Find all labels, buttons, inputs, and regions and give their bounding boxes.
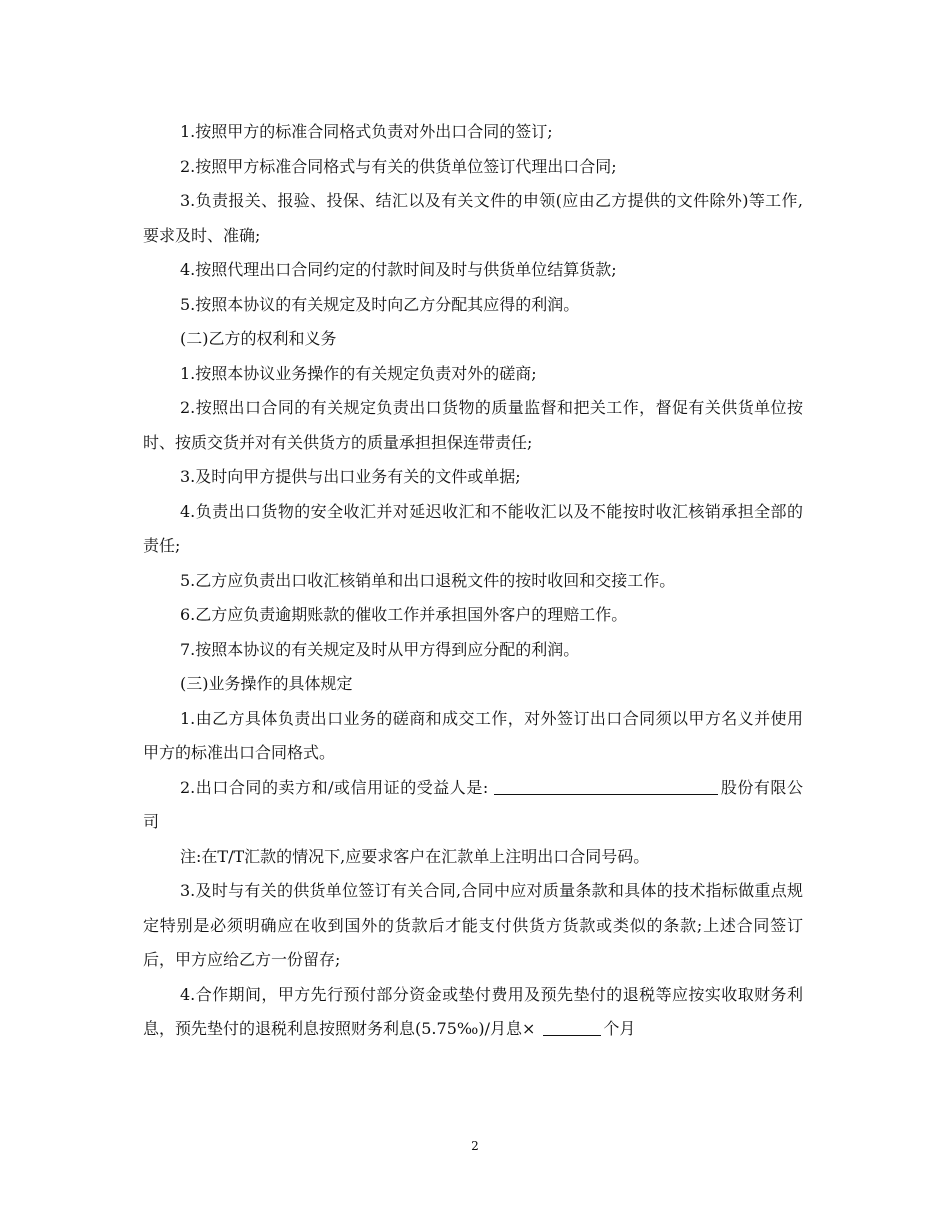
clause-b-6: 6.乙方应负责逾期账款的催收工作并承担国外客户的理赔工作。 bbox=[180, 605, 628, 624]
clause-a-4: 4.按照代理出口合同约定的付款时间及时与供货单位结算货款; bbox=[180, 260, 617, 279]
clause-b-7: 7.按照本协议的有关规定及时从甲方得到应分配的利润。 bbox=[180, 639, 580, 659]
clause-b-4: 4.负责出口货物的安全收汇并对延迟收汇和不能收汇以及不能按时收汇核销承担全部的责任; bbox=[143, 501, 803, 555]
clause-c-3: 3.及时与有关的供货单位签订有关合同,合同中应对质量条款和具体的技术指标做重点规定特别是必须明确应在收到国外的货款后才能支付供货方货款或类似的条款;上述合同签订后，甲方应给乙方一份留存; bbox=[143, 881, 803, 969]
beneficiary-blank-line[interactable] bbox=[494, 776, 718, 795]
beneficiary-suffix: 股份有限公司 bbox=[143, 777, 803, 831]
clause-b-1: 1.按照本协议业务操作的有关规定负责对外的磋商; bbox=[180, 363, 537, 383]
interest-prefix: 4.合作期间，甲方先行预付部分资金或垫付费用及预先垫付的退税等应按实收取财务利息，预先垫付的退税利息按照财务利息(5.75‰)/月息× bbox=[143, 984, 803, 1038]
interest-suffix: 个月 bbox=[603, 1019, 636, 1038]
page-number: 2 bbox=[471, 1139, 479, 1153]
clause-b-2: 2.按照出口合同的有关规定负责出口货物的质量监督和把关工作，督促有关供货单位按时、按质交货并对有关供货方的质量承担担保连带责任; bbox=[143, 398, 803, 452]
document-body bbox=[143, 115, 803, 1047]
clause-b-3: 3.及时向甲方提供与出口业务有关的文件或单据; bbox=[180, 467, 521, 486]
beneficiary-prefix: 2.出口合同的卖方和/或信用证的受益人是: bbox=[180, 777, 489, 797]
section-heading-party-b: (二)乙方的权利和义务 bbox=[180, 329, 337, 348]
section-heading-operations: (三)业务操作的具体规定 bbox=[180, 674, 353, 693]
months-blank-line[interactable] bbox=[543, 1017, 601, 1036]
clause-a-1: 1.按照甲方的标准合同格式负责对外出口合同的签订; bbox=[180, 122, 553, 141]
clause-c-2-beneficiary bbox=[143, 771, 803, 840]
clause-a-5: 5.按照本协议的有关规定及时向乙方分配其应得的利润。 bbox=[180, 294, 580, 314]
note-tt-remittance: 注:在T/T汇款的情况下,应要求客户在汇款单上注明出口合同号码。 bbox=[180, 846, 650, 866]
clause-c-4-interest bbox=[143, 978, 803, 1047]
clause-b-5: 5.乙方应负责出口收汇核销单和出口退税文件的按时收回和交接工作。 bbox=[180, 570, 676, 590]
clause-a-2: 2.按照甲方标准合同格式与有关的供货单位签订代理出口合同; bbox=[180, 156, 617, 176]
clause-a-3: 3.负责报关、报验、投保、结汇以及有关文件的申领(应由乙方提供的文件除外)等工作,要求及时、准确; bbox=[143, 191, 803, 245]
clause-c-1: 1.由乙方具体负责出口业务的磋商和成交工作，对外签订出口合同须以甲方名义并使用甲方的标准出口合同格式。 bbox=[143, 708, 803, 762]
